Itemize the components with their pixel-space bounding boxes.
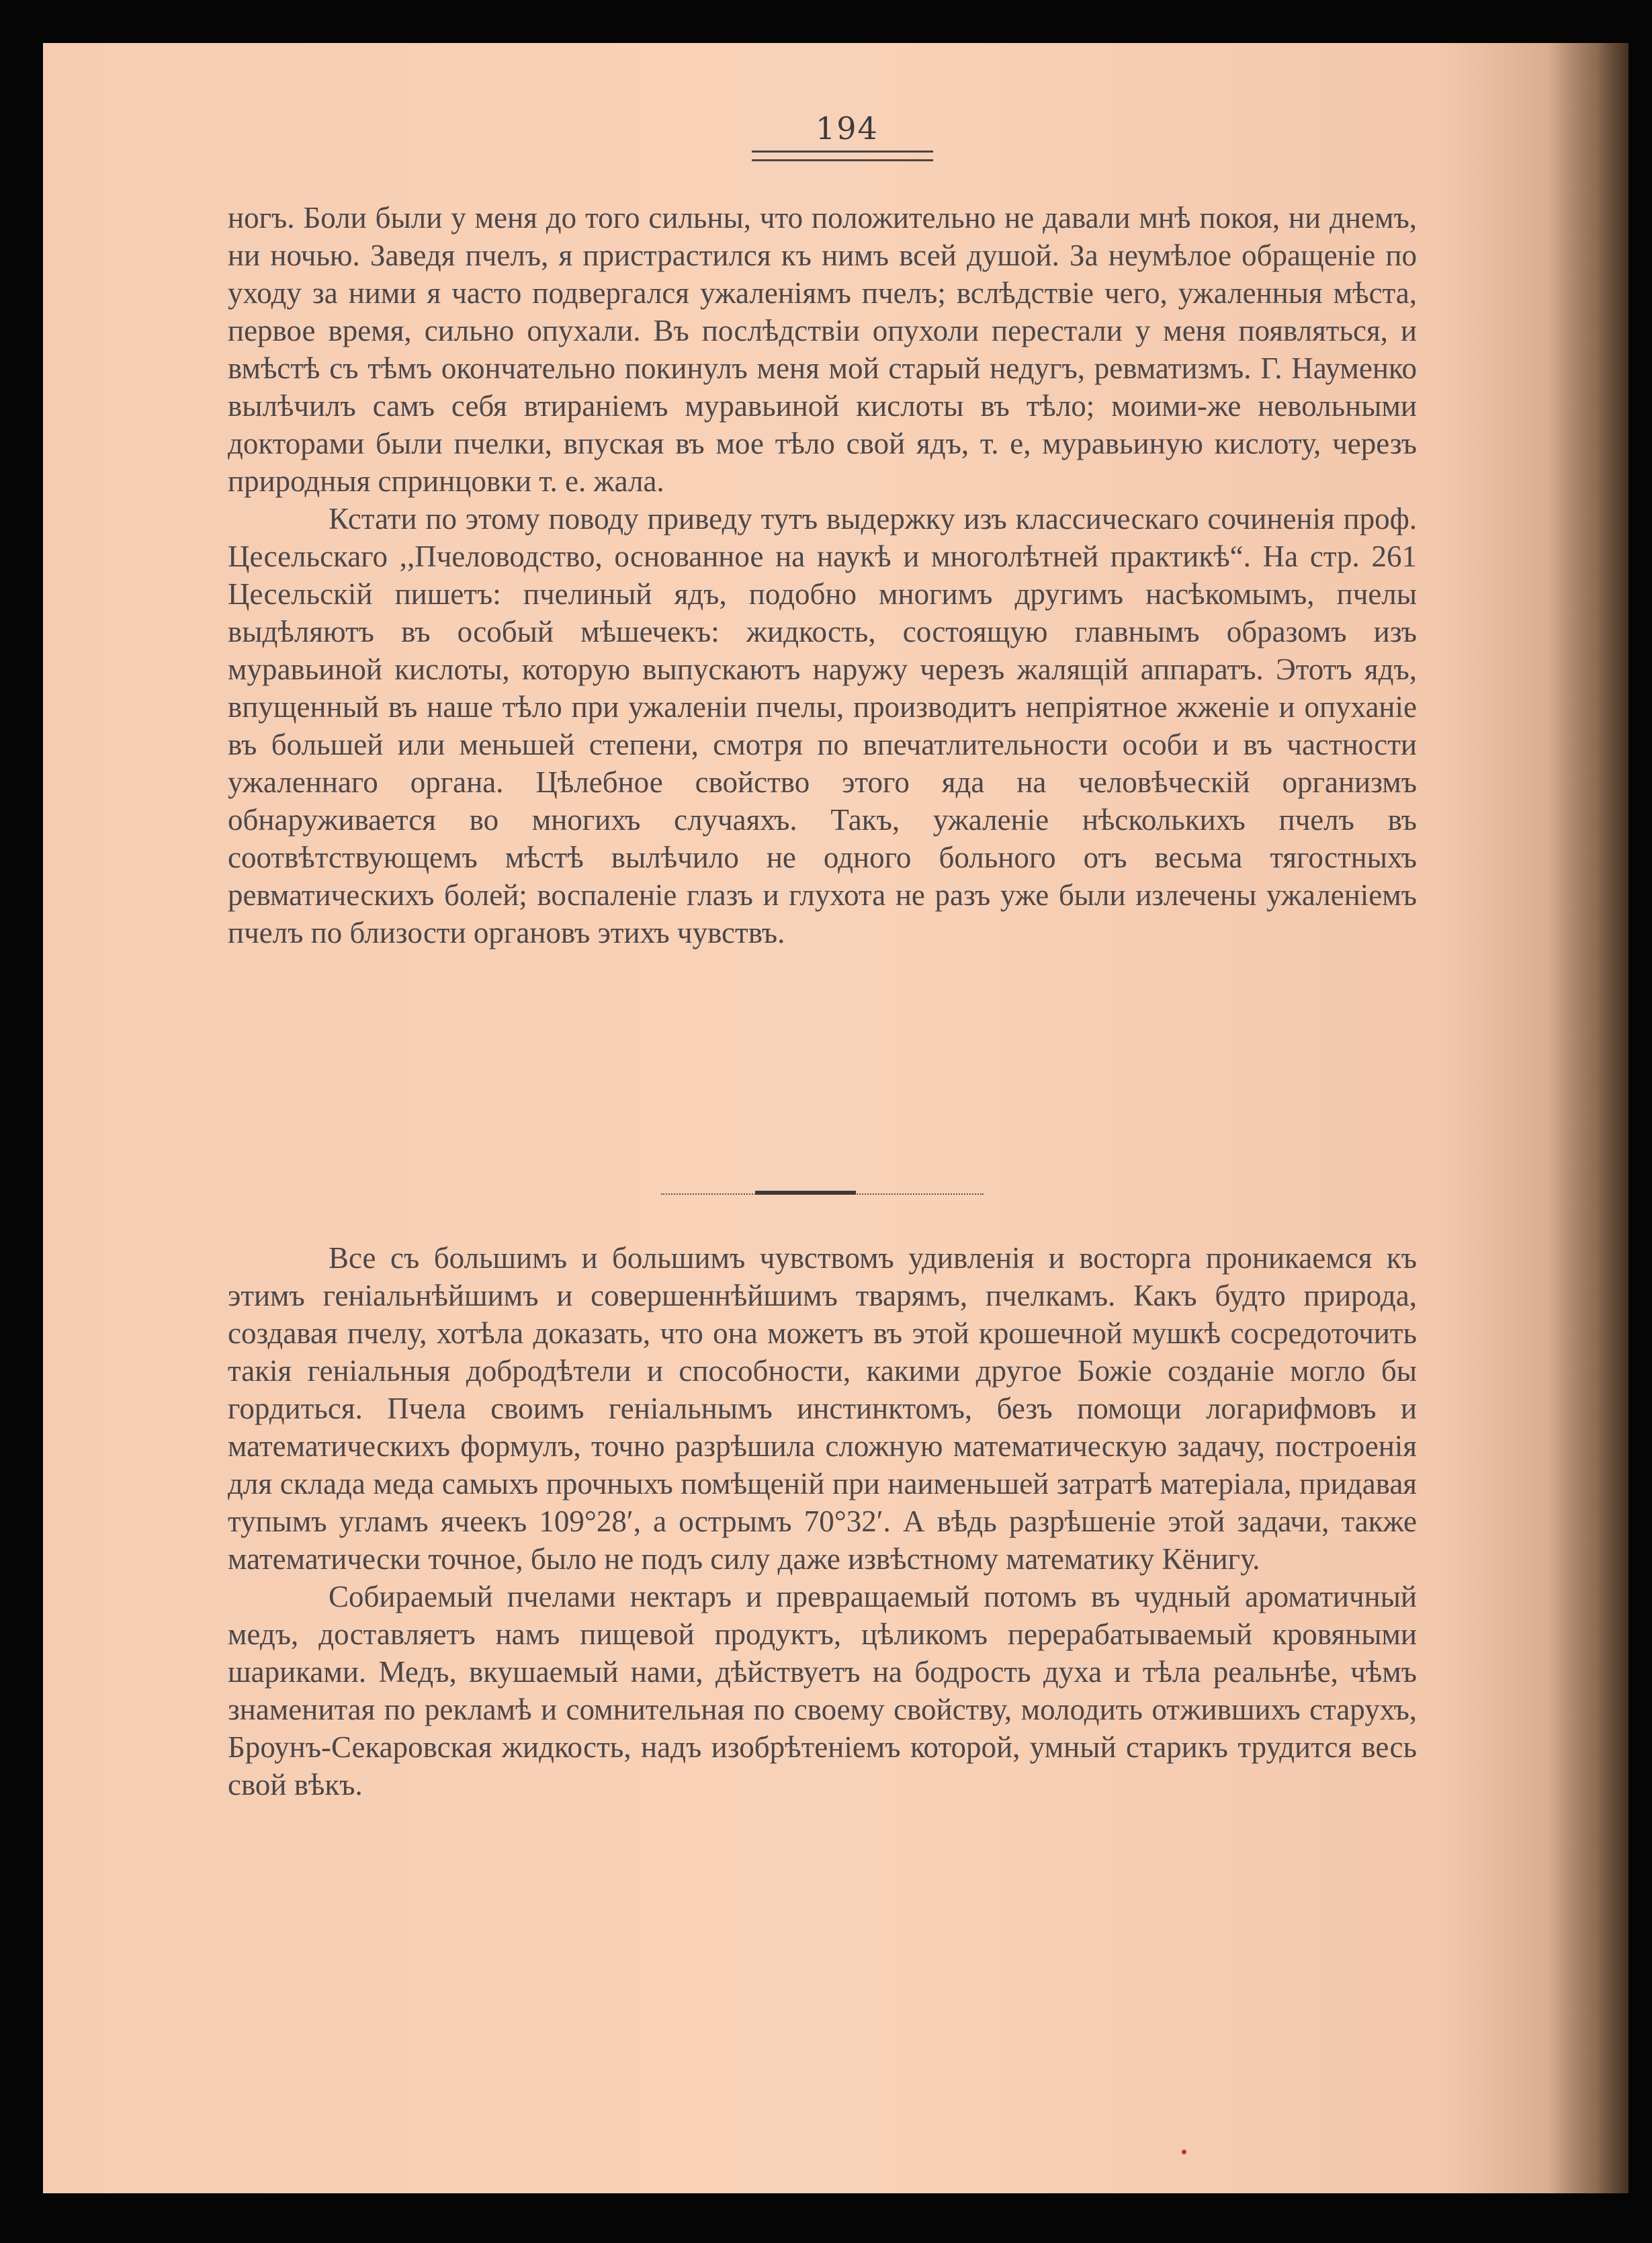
book-page — [43, 43, 1628, 2193]
page-number-double-rule — [752, 151, 933, 161]
binding-gutter-shadow — [1548, 43, 1628, 2193]
paragraph: Кстати по этому поводу приведу тутъ выдержку изъ классическаго сочиненія проф. Цесельскаго ,,Пчеловодство, основанное на наукѣ и многолѣтней практикѣ“. На стр. 261 Цесельскій пишетъ: пчелиный ядъ, подобно многимъ другимъ насѣкомымъ, пчелы выдѣляютъ въ особый мѣшечекъ: жидкость, состоящую главнымъ образомъ изъ муравьиной кислоты, которую выпускаютъ наружу черезъ жалящій аппаратъ. Этотъ ядъ, впущенный въ наше тѣло при ужаленіи пчелы, производитъ непріятное жженіе и опуханіе въ большей или меньшей степени, смотря по впечатлительности особи и въ частности ужаленнаго органа. Цѣлебное свойство этого яда на человѣческій организмъ обнаруживается во многихъ случаяхъ. Такъ, ужаленіе нѣсколькихъ пчелъ въ соотвѣтствующемъ мѣстѣ вылѣчило не одного больного отъ весьма тягостныхъ ревматическихъ болей; воспаленіе глазъ и глухота не разъ уже были излечены ужаленіемъ пчелъ по близости органовъ этихъ чувствъ. — [228, 502, 1417, 949]
paragraph: Собираемый пчелами нектаръ и превращаемый потомъ въ чудный ароматичный медъ, доставляетъ намъ пищевой продуктъ, цѣликомъ перерабатываемый кровяными шариками. Медъ, вкушаемый нами, дѣйствуетъ на бодрость духа и тѣла реальнѣе, чѣмъ знаменитая по рекламѣ и сомнительная по своему свойству, молодить отжившихъ старухъ, Броунъ-Секаровская жидкость, надъ изобрѣтеніемъ которой, умный старикъ трудится весь свой вѣкъ. — [228, 1580, 1417, 1802]
text-section-2 — [228, 1239, 1417, 1804]
text-section-1 — [228, 199, 1417, 951]
separator-bar — [755, 1191, 856, 1195]
paragraph: Все съ большимъ и большимъ чувствомъ удивленія и восторга проникаемся къ этимъ геніальнѣйшимъ и совершеннѣйшимъ тварямъ, пчелкамъ. Какъ будто природа, создавая пчелу, хотѣла доказать, что она можетъ въ этой крошечной мушкѣ сосредоточить такія геніальныя добродѣтели и способности, какими другое Божіе созданіе могло бы гордиться. Пчела своимъ геніальнымъ инстинктомъ, безъ помощи логарифмовъ и математическихъ формулъ, точно разрѣшила сложную математическую задачу, построенія для склада меда самыхъ прочныхъ помѣщеній при наименьшей затратѣ матеріала, придавая тупымъ угламъ ячеекъ 109°28′, а острымъ 70°32′. А вѣдь разрѣшеніе этой задачи, также математически точное, было не подъ силу даже извѣстному математику Кёнигу. — [228, 1241, 1417, 1576]
red-ink-speck — [1182, 2150, 1186, 2154]
paragraph: ногъ. Боли были у меня до того сильны, что положительно не давали мнѣ покоя, ни днемъ, ни ночью. Заведя пчелъ, я пристрастился къ нимъ всей душой. За неумѣлое обращеніе по уходу за ними я часто подвергался ужаленіямъ пчелъ; вслѣдствіе чего, ужаленныя мѣста, первое время, сильно опухали. Въ послѣдствіи опухоли перестали у меня появляться, и вмѣстѣ съ тѣмъ окончательно покинулъ меня мой старый недугъ, ревматизмъ. Г. Науменко вылѣчилъ самъ себя втираніемъ муравьиной кислоты въ тѣло; моими-же невольными докторами были пчелки, впуская въ мое тѣло свой ядъ, т. е, муравьиную кислоту, черезъ природныя спринцовки т. е. жала. — [228, 201, 1417, 498]
page-number: 194 — [816, 110, 879, 146]
section-separator — [661, 1191, 984, 1196]
